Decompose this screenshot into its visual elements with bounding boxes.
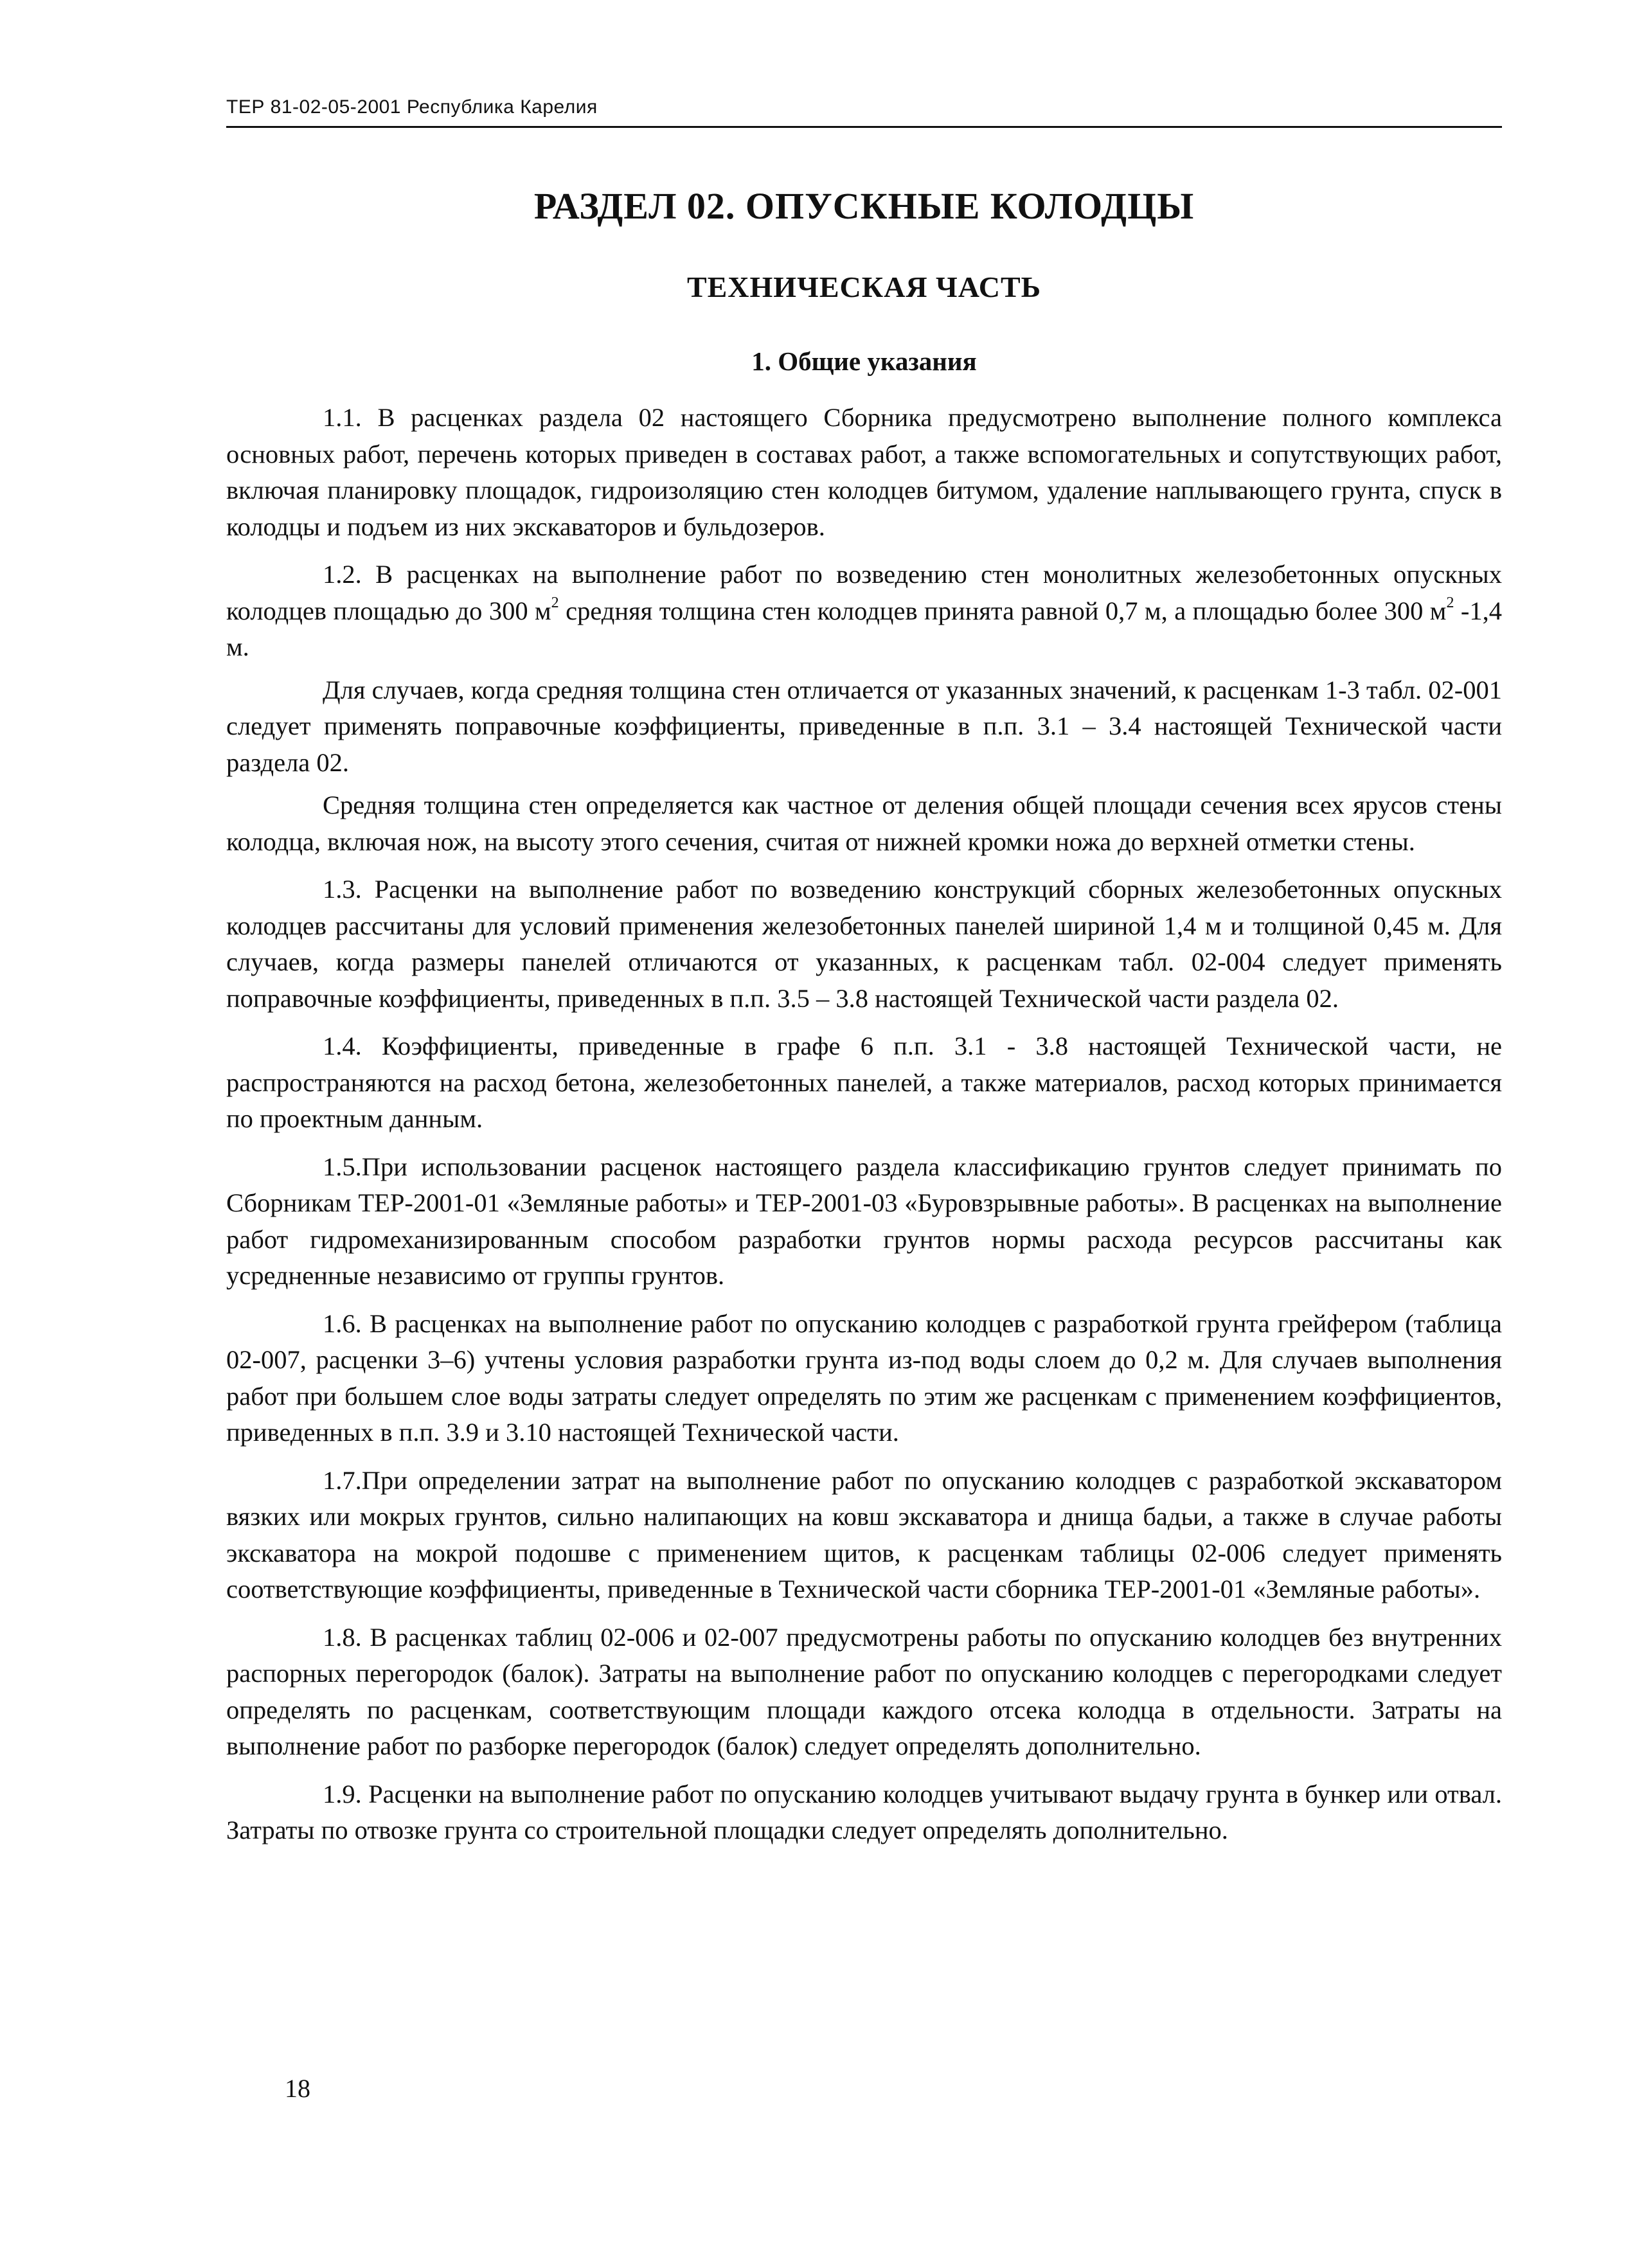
paragraph-1-9: 1.9. Расценки на выполнение работ по опусканию колодцев учитывают выдачу грунта в бункер или отвал. Затраты по отвозке грунта со строительной площадки следует определять дополнительно. (226, 1779, 1502, 1844)
subsection-title: 1. Общие указания (751, 346, 977, 376)
page-number: 18 (285, 2074, 310, 2103)
section-title: РАЗДЕЛ 02. ОПУСКНЫЕ КОЛОДЦЫ (533, 185, 1195, 227)
paragraph-1-5: 1.5.При использовании расценок настоящего раздела классификацию грунтов следует принимать по Сборникам ТЕР-2001-01 «Земляные работы» и ТЕР-2001-03 «Буровзрывные работы». В расценках на выполнение работ гидромеханизированным способом разработки грунтов нормы расхода ресурсов рассчитаны как усредненные независимо от группы грунтов. (226, 1152, 1502, 1290)
superscript-2: 2 (1446, 594, 1454, 611)
part-title: ТЕХНИЧЕСКАЯ ЧАСТЬ (686, 271, 1042, 303)
paragraph-1-1: 1.1. В расценках раздела 02 настоящего Сборника предусмотрено выполнение полного комплекса основных работ, перечень которых приведен в составах работ, а также вспомогательных и сопутствующих работ, включая планировку площадок, гидроизоляцию стен колодцев битумом, удаление наплывающего грунта, спуск в колодцы и подъем из них экскаваторов и бульдозеров. (226, 403, 1502, 541)
paragraph-1-8: 1.8. В расценках таблиц 02-006 и 02-007 предусмотрены работы по опусканию колодцев без внутренних распорных перегородок (балок). Затраты на выполнение работ по опусканию колодцев с перегородками следует определять по расценкам, соответствующим площади каждого отсека колодца в отдельности. Затраты на выполнение работ по разборке перегородок (балок) следует определять дополнительно. (226, 1622, 1502, 1760)
paragraph-1-2-part-c: -1,4 м. (226, 596, 1502, 661)
paragraph-1-2-part-b: средняя толщина стен колодцев принята равной 0,7 м, а площадью более 300 м (558, 596, 1447, 625)
paragraph-1-2-part-a: 1.2. В расценках на выполнение работ по возведению стен монолитных железобетонных опускных колодцев площадью до 300 м (226, 560, 1502, 625)
running-header: ТЕР 81-02-05-2001 Республика Карелия (226, 96, 598, 118)
body-text (226, 400, 1502, 1861)
superscript-2: 2 (551, 594, 559, 611)
paragraph-1-4: 1.4. Коэффициенты, приведенные в графе 6 п.п. 3.1 - 3.8 настоящей Технической части, не распространяются на расход бетона, железобетонных панелей, а также материалов, расход которых принимается по проектным данным. (226, 1031, 1502, 1133)
paragraph-1-2-continuation-1: Для случаев, когда средняя толщина стен отличается от указанных значений, к расценкам 1-3 табл. 02-001 следует применять поправочные коэффициенты, приведенные в п.п. 3.1 – 3.4 настоящей Технической части раздела 02. (226, 675, 1502, 777)
paragraph-1-2-continuation-2: Средняя толщина стен определяется как частное от деления общей площади сечения всех ярусов стены колодца, включая нож, на высоту этого сечения, считая от нижней кромки ножа до верхней отметки стены. (226, 790, 1502, 856)
paragraph-1-2 (226, 557, 1502, 666)
paragraph-1-6: 1.6. В расценках на выполнение работ по опусканию колодцев с разработкой грунта грейфером (таблица 02-007, расценки 3–6) учтены условия разработки грунта из-под воды слоем до 0,2 м. Для случаев выполнения работ при большем слое воды затраты следует определять по этим же расценкам с применением коэффициентов, приведенных в п.п. 3.9 и 3.10 настоящей Технической части. (226, 1308, 1502, 1447)
paragraph-1-3: 1.3. Расценки на выполнение работ по возведению конструкций сборных железобетонных опускных колодцев рассчитаны для условий применения железобетонных панелей шириной 1,4 м и толщиной 0,45 м. Для случаев, когда размеры панелей отличаются от указанных, к расценкам табл. 02-004 следует применять поправочные коэффициенты, приведенных в п.п. 3.5 – 3.8 настоящей Технической части раздела 02. (226, 875, 1502, 1013)
header-rule (226, 126, 1502, 128)
paragraph-1-7: 1.7.При определении затрат на выполнение работ по опусканию колодцев с разработкой экскаватором вязких или мокрых грунтов, сильно налипающих на ковш экскаватора и днища бадьи, а также в случае работы экскаватора на мокрой подошве с применением щитов, к расценкам таблицы 02-006 следует применять соответствующие коэффициенты, приведенные в Технической части сборника ТЕР-2001-01 «Земляные работы». (226, 1465, 1502, 1603)
